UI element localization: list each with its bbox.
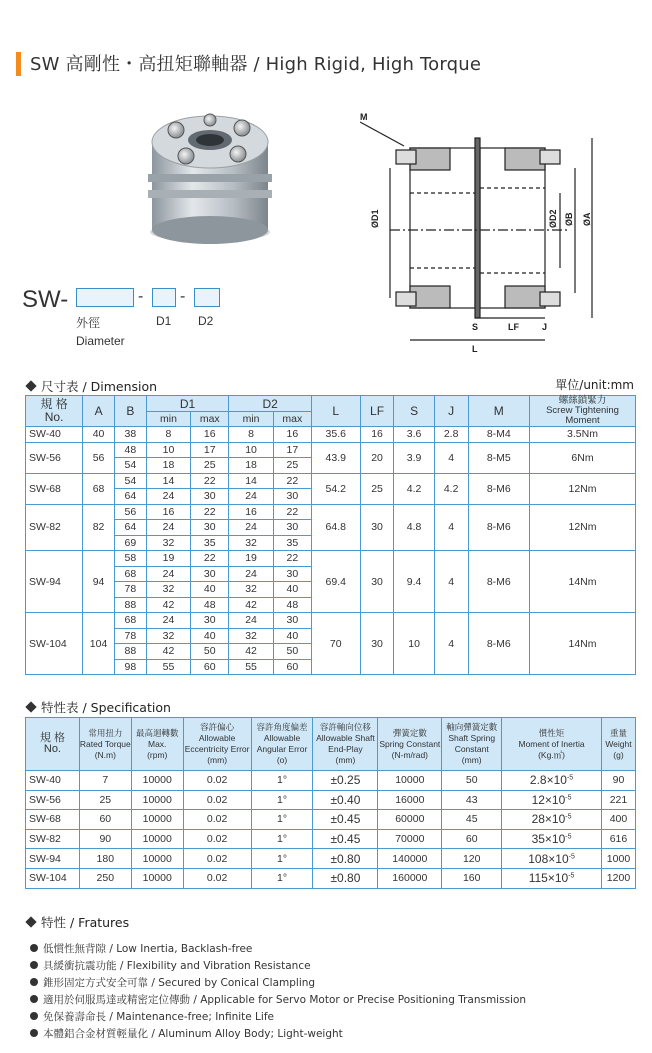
j-cell: 4.2 bbox=[434, 473, 468, 504]
d1-max-cell: 22 bbox=[191, 504, 229, 520]
j-cell: 4 bbox=[434, 504, 468, 551]
l-cell: 70 bbox=[311, 613, 360, 675]
model-cell: SW-40 bbox=[26, 427, 83, 443]
spring-constant-cell: 10000 bbox=[378, 771, 442, 791]
model-cell: SW-68 bbox=[26, 810, 80, 830]
feature-item: 本體鋁合金材質輕量化 / Aluminum Alloy Body; Light-weight bbox=[30, 1026, 343, 1041]
weight-cell: 400 bbox=[601, 810, 635, 830]
d1-max-cell: 30 bbox=[191, 489, 229, 505]
svg-text:ØD2: ØD2 bbox=[548, 209, 558, 228]
b-cell: 56 bbox=[114, 504, 146, 520]
a-cell: 40 bbox=[83, 427, 115, 443]
d2-min-cell: 19 bbox=[229, 551, 273, 567]
d2-min-cell: 32 bbox=[229, 582, 273, 598]
d2-min-cell: 32 bbox=[229, 535, 273, 551]
l-cell: 69.4 bbox=[311, 551, 360, 613]
model-cell: SW-68 bbox=[26, 473, 83, 504]
d1-label: D1 bbox=[156, 314, 172, 328]
d2-max-cell: 30 bbox=[273, 489, 311, 505]
d1-max-cell: 35 bbox=[191, 535, 229, 551]
spec-header-cell: 容許角度偏差 Allowable Angular Error (o) bbox=[251, 718, 313, 771]
weight-cell: 221 bbox=[601, 790, 635, 810]
d1-max-cell: 16 bbox=[191, 427, 229, 443]
s-cell: 3.9 bbox=[394, 442, 434, 473]
m-cell: 8-M4 bbox=[468, 427, 529, 443]
lf-cell: 30 bbox=[360, 504, 394, 551]
model-cell: SW-82 bbox=[26, 829, 80, 849]
d1-max-cell: 22 bbox=[191, 551, 229, 567]
d2-min-cell: 42 bbox=[229, 597, 273, 613]
m-cell: 8-M6 bbox=[468, 473, 529, 504]
diamond-icon bbox=[25, 380, 36, 391]
dimension-table bbox=[25, 395, 636, 675]
d1-min-cell: 55 bbox=[146, 659, 190, 675]
header-m: M bbox=[468, 396, 529, 427]
model-cell: SW-104 bbox=[26, 868, 80, 888]
angular-error-cell: 1° bbox=[251, 771, 313, 791]
inertia-cell: $35\times 10^{-5}$ bbox=[502, 829, 602, 849]
inertia-cell: $2.8\times 10^{-5}$ bbox=[502, 771, 602, 791]
svg-text:L: L bbox=[472, 344, 478, 354]
m-cell: 8-M5 bbox=[468, 442, 529, 473]
l-cell: 43.9 bbox=[311, 442, 360, 473]
diameter-label-en: Diameter bbox=[76, 334, 125, 348]
shaft-spring-cell: 45 bbox=[442, 810, 502, 830]
d2-code-box bbox=[194, 288, 220, 307]
max-rpm-cell: 10000 bbox=[131, 790, 183, 810]
code-dash: - bbox=[138, 288, 144, 305]
svg-text:J: J bbox=[542, 322, 548, 332]
angular-error-cell: 1° bbox=[251, 810, 313, 830]
d2-max-cell: 22 bbox=[273, 473, 311, 489]
svg-text:LF: LF bbox=[508, 322, 519, 332]
model-cell: SW-56 bbox=[26, 790, 80, 810]
a-cell: 68 bbox=[83, 473, 115, 504]
header-d1-max: max bbox=[191, 412, 229, 427]
spec-header-cell: 常用扭力 Rated Torque (N.m) bbox=[79, 718, 131, 771]
table-row bbox=[26, 810, 636, 830]
d1-max-cell: 25 bbox=[191, 458, 229, 474]
header-d1-min: min bbox=[146, 412, 190, 427]
shaft-spring-cell: 60 bbox=[442, 829, 502, 849]
d1-min-cell: 42 bbox=[146, 644, 190, 660]
d1-min-cell: 24 bbox=[146, 520, 190, 536]
spec-header-cell: 容許軸向位移 Allowable Shaft End-Play (mm) bbox=[313, 718, 378, 771]
max-rpm-cell: 10000 bbox=[131, 868, 183, 888]
lf-cell: 16 bbox=[360, 427, 394, 443]
a-cell: 82 bbox=[83, 504, 115, 551]
bullet-icon bbox=[30, 995, 38, 1003]
lf-cell: 30 bbox=[360, 551, 394, 613]
model-prefix: SW- bbox=[22, 286, 69, 313]
s-cell: 9.4 bbox=[394, 551, 434, 613]
spec-header-cell: 軸向彈簧定數 Shaft Spring Constant (mm) bbox=[442, 718, 502, 771]
weight-cell: 616 bbox=[601, 829, 635, 849]
eccentricity-cell: 0.02 bbox=[183, 790, 251, 810]
l-cell: 64.8 bbox=[311, 504, 360, 551]
model-cell: SW-40 bbox=[26, 771, 80, 791]
d2-min-cell: 10 bbox=[229, 442, 273, 458]
d2-label: D2 bbox=[198, 314, 214, 328]
b-cell: 58 bbox=[114, 551, 146, 567]
spec-header-cell: 重量 Weight (g) bbox=[601, 718, 635, 771]
rated-torque-cell: 25 bbox=[79, 790, 131, 810]
d1-min-cell: 18 bbox=[146, 458, 190, 474]
d2-max-cell: 40 bbox=[273, 628, 311, 644]
feature-item: 低慣性無背隙 / Low Inertia, Backlash-free bbox=[30, 941, 252, 956]
svg-text:S: S bbox=[472, 322, 479, 332]
s-cell: 4.8 bbox=[394, 504, 434, 551]
angular-error-cell: 1° bbox=[251, 868, 313, 888]
s-cell: 4.2 bbox=[394, 473, 434, 504]
d2-min-cell: 24 bbox=[229, 520, 273, 536]
d1-max-cell: 30 bbox=[191, 566, 229, 582]
shaft-spring-cell: 43 bbox=[442, 790, 502, 810]
b-cell: 54 bbox=[114, 473, 146, 489]
end-play-cell: ±0.45 bbox=[313, 810, 378, 830]
features-heading: 特性 / Fratures bbox=[24, 913, 129, 931]
torque-cell: 14Nm bbox=[530, 613, 636, 675]
b-cell: 78 bbox=[114, 582, 146, 598]
coupling-photo bbox=[140, 100, 280, 250]
rated-torque-cell: 250 bbox=[79, 868, 131, 888]
lf-cell: 30 bbox=[360, 613, 394, 675]
max-rpm-cell: 10000 bbox=[131, 810, 183, 830]
m-cell: 8-M6 bbox=[468, 613, 529, 675]
max-rpm-cell: 10000 bbox=[131, 771, 183, 791]
torque-cell: 3.5Nm bbox=[530, 427, 636, 443]
b-cell: 78 bbox=[114, 628, 146, 644]
d2-min-cell: 32 bbox=[229, 628, 273, 644]
spring-constant-cell: 140000 bbox=[378, 849, 442, 869]
d1-min-cell: 24 bbox=[146, 613, 190, 629]
a-cell: 56 bbox=[83, 442, 115, 473]
rated-torque-cell: 60 bbox=[79, 810, 131, 830]
d2-min-cell: 14 bbox=[229, 473, 273, 489]
b-cell: 98 bbox=[114, 659, 146, 675]
table-row bbox=[26, 771, 636, 791]
table-row bbox=[26, 427, 636, 443]
d2-max-cell: 48 bbox=[273, 597, 311, 613]
table-row bbox=[26, 829, 636, 849]
d1-max-cell: 22 bbox=[191, 473, 229, 489]
feature-item: 免保養壽命長 / Maintenance-free; Infinite Life bbox=[30, 1009, 274, 1024]
d2-min-cell: 18 bbox=[229, 458, 273, 474]
d1-max-cell: 48 bbox=[191, 597, 229, 613]
d2-min-cell: 24 bbox=[229, 489, 273, 505]
table-row bbox=[26, 442, 636, 458]
b-cell: 54 bbox=[114, 458, 146, 474]
d1-max-cell: 60 bbox=[191, 659, 229, 675]
eccentricity-cell: 0.02 bbox=[183, 771, 251, 791]
d2-max-cell: 17 bbox=[273, 442, 311, 458]
b-cell: 64 bbox=[114, 489, 146, 505]
spring-constant-cell: 16000 bbox=[378, 790, 442, 810]
end-play-cell: ±0.45 bbox=[313, 829, 378, 849]
d1-min-cell: 42 bbox=[146, 597, 190, 613]
weight-cell: 90 bbox=[601, 771, 635, 791]
angular-error-cell: 1° bbox=[251, 790, 313, 810]
d2-max-cell: 60 bbox=[273, 659, 311, 675]
spec-header-cell: 容許偏心 Allowable Eccentricity Error (mm) bbox=[183, 718, 251, 771]
specification-table-body bbox=[26, 771, 636, 889]
d2-min-cell: 42 bbox=[229, 644, 273, 660]
feature-item: 錐形固定方式安全可靠 / Secured by Conical Clampling bbox=[30, 975, 315, 990]
b-cell: 38 bbox=[114, 427, 146, 443]
table-row bbox=[26, 473, 636, 489]
spec-header-cell: 規 格 No. bbox=[26, 718, 80, 771]
svg-text:ØB: ØB bbox=[564, 212, 574, 226]
header-l: L bbox=[311, 396, 360, 427]
code-dash: - bbox=[180, 288, 186, 305]
inertia-cell: $28\times 10^{-5}$ bbox=[502, 810, 602, 830]
torque-cell: 6Nm bbox=[530, 442, 636, 473]
s-cell: 10 bbox=[394, 613, 434, 675]
spec-header-cell: 最高迴轉數 Max. (rpm) bbox=[131, 718, 183, 771]
d2-min-cell: 16 bbox=[229, 504, 273, 520]
table-row bbox=[26, 849, 636, 869]
d2-min-cell: 24 bbox=[229, 613, 273, 629]
title-accent-bar bbox=[16, 52, 21, 76]
d2-max-cell: 22 bbox=[273, 504, 311, 520]
spec-header-cell: 慣性矩 Moment of Inertia (Kg.㎡) bbox=[502, 718, 602, 771]
bullet-icon bbox=[30, 1029, 38, 1037]
d2-max-cell: 22 bbox=[273, 551, 311, 567]
table-row bbox=[26, 868, 636, 888]
inertia-cell: $12\times 10^{-5}$ bbox=[502, 790, 602, 810]
bullet-icon bbox=[30, 961, 38, 969]
d2-max-cell: 50 bbox=[273, 644, 311, 660]
d1-max-cell: 50 bbox=[191, 644, 229, 660]
d2-max-cell: 40 bbox=[273, 582, 311, 598]
d2-max-cell: 30 bbox=[273, 613, 311, 629]
end-play-cell: ±0.40 bbox=[313, 790, 378, 810]
diameter-code-box bbox=[76, 288, 134, 307]
header-torque: 螺絲鎖緊力 Screw Tightening Moment bbox=[530, 396, 636, 427]
b-cell: 69 bbox=[114, 535, 146, 551]
torque-cell: 12Nm bbox=[530, 473, 636, 504]
diamond-icon bbox=[25, 916, 36, 927]
model-cell: SW-104 bbox=[26, 613, 83, 675]
angular-error-cell: 1° bbox=[251, 829, 313, 849]
rated-torque-cell: 180 bbox=[79, 849, 131, 869]
weight-cell: 1200 bbox=[601, 868, 635, 888]
table-row bbox=[26, 504, 636, 520]
diamond-icon bbox=[25, 701, 36, 712]
b-cell: 48 bbox=[114, 442, 146, 458]
d2-min-cell: 24 bbox=[229, 566, 273, 582]
d1-max-cell: 30 bbox=[191, 613, 229, 629]
d2-max-cell: 25 bbox=[273, 458, 311, 474]
b-cell: 64 bbox=[114, 520, 146, 536]
torque-cell: 14Nm bbox=[530, 551, 636, 613]
d1-max-cell: 40 bbox=[191, 582, 229, 598]
shaft-spring-cell: 160 bbox=[442, 868, 502, 888]
d1-min-cell: 8 bbox=[146, 427, 190, 443]
d2-min-cell: 8 bbox=[229, 427, 273, 443]
lf-cell: 20 bbox=[360, 442, 394, 473]
bullet-icon bbox=[30, 978, 38, 986]
feature-item: 具緩衝抗震功能 / Flexibility and Vibration Resistance bbox=[30, 958, 311, 973]
table-row bbox=[26, 551, 636, 567]
model-cell: SW-82 bbox=[26, 504, 83, 551]
spec-header-cell: 彈簧定數 Spring Constant (N-m/rad) bbox=[378, 718, 442, 771]
angular-error-cell: 1° bbox=[251, 849, 313, 869]
d1-min-cell: 24 bbox=[146, 489, 190, 505]
unit-label: 單位/unit:mm bbox=[555, 378, 634, 392]
m-cell: 8-M6 bbox=[468, 551, 529, 613]
d2-max-cell: 35 bbox=[273, 535, 311, 551]
eccentricity-cell: 0.02 bbox=[183, 810, 251, 830]
d1-min-cell: 32 bbox=[146, 582, 190, 598]
svg-text:ØA: ØA bbox=[582, 212, 592, 226]
torque-cell: 12Nm bbox=[530, 504, 636, 551]
a-cell: 104 bbox=[83, 613, 115, 675]
max-rpm-cell: 10000 bbox=[131, 849, 183, 869]
technical-drawing bbox=[360, 108, 630, 358]
d2-max-cell: 16 bbox=[273, 427, 311, 443]
shaft-spring-cell: 120 bbox=[442, 849, 502, 869]
l-cell: 54.2 bbox=[311, 473, 360, 504]
specification-header-row bbox=[26, 718, 636, 771]
spring-constant-cell: 60000 bbox=[378, 810, 442, 830]
rated-torque-cell: 7 bbox=[79, 771, 131, 791]
l-cell: 35.6 bbox=[311, 427, 360, 443]
header-b: B bbox=[114, 396, 146, 427]
header-model: 規 格 No. bbox=[26, 396, 83, 427]
j-cell: 2.8 bbox=[434, 427, 468, 443]
spring-constant-cell: 70000 bbox=[378, 829, 442, 849]
b-cell: 68 bbox=[114, 566, 146, 582]
header-a: A bbox=[83, 396, 115, 427]
model-cell: SW-56 bbox=[26, 442, 83, 473]
rated-torque-cell: 90 bbox=[79, 829, 131, 849]
page-title: SW 高剛性・高扭矩聯軸器 / High Rigid, High Torque bbox=[30, 54, 482, 75]
header-d2-max: max bbox=[273, 412, 311, 427]
bullet-icon bbox=[30, 944, 38, 952]
d1-max-cell: 17 bbox=[191, 442, 229, 458]
header-s: S bbox=[394, 396, 434, 427]
b-cell: 88 bbox=[114, 644, 146, 660]
feature-item: 適用於伺服馬達或精密定位傳動 / Applicable for Servo Motor or Precise Positioning Transmission bbox=[30, 992, 526, 1007]
bullet-icon bbox=[30, 1012, 38, 1020]
specification-table bbox=[25, 717, 636, 889]
dimension-heading: 尺寸表 / Dimension bbox=[24, 377, 157, 395]
table-row bbox=[26, 613, 636, 629]
max-rpm-cell: 10000 bbox=[131, 829, 183, 849]
b-cell: 68 bbox=[114, 613, 146, 629]
weight-cell: 1000 bbox=[601, 849, 635, 869]
header-d1: D1 bbox=[146, 396, 229, 412]
svg-text:ØD1: ØD1 bbox=[370, 209, 380, 228]
lf-cell: 25 bbox=[360, 473, 394, 504]
j-cell: 4 bbox=[434, 613, 468, 675]
inertia-cell: $115\times 10^{-5}$ bbox=[502, 868, 602, 888]
d1-max-cell: 30 bbox=[191, 520, 229, 536]
header-d2-min: min bbox=[229, 412, 273, 427]
d1-min-cell: 32 bbox=[146, 535, 190, 551]
d1-min-cell: 16 bbox=[146, 504, 190, 520]
d1-min-cell: 14 bbox=[146, 473, 190, 489]
eccentricity-cell: 0.02 bbox=[183, 849, 251, 869]
end-play-cell: ±0.80 bbox=[313, 868, 378, 888]
spring-constant-cell: 160000 bbox=[378, 868, 442, 888]
end-play-cell: ±0.25 bbox=[313, 771, 378, 791]
d2-min-cell: 55 bbox=[229, 659, 273, 675]
d1-min-cell: 24 bbox=[146, 566, 190, 582]
diameter-label-zh: 外徑 bbox=[76, 316, 101, 330]
inertia-cell: $108\times 10^{-5}$ bbox=[502, 849, 602, 869]
shaft-spring-cell: 50 bbox=[442, 771, 502, 791]
a-cell: 94 bbox=[83, 551, 115, 613]
d1-code-box bbox=[152, 288, 176, 307]
header-d2: D2 bbox=[229, 396, 312, 412]
s-cell: 3.6 bbox=[394, 427, 434, 443]
j-cell: 4 bbox=[434, 551, 468, 613]
eccentricity-cell: 0.02 bbox=[183, 868, 251, 888]
end-play-cell: ±0.80 bbox=[313, 849, 378, 869]
header-lf: LF bbox=[360, 396, 394, 427]
dimension-table-body bbox=[26, 427, 636, 675]
d1-min-cell: 19 bbox=[146, 551, 190, 567]
b-cell: 88 bbox=[114, 597, 146, 613]
header-j: J bbox=[434, 396, 468, 427]
eccentricity-cell: 0.02 bbox=[183, 829, 251, 849]
table-row bbox=[26, 790, 636, 810]
d2-max-cell: 30 bbox=[273, 566, 311, 582]
specification-heading: 特性表 / Specification bbox=[24, 698, 171, 716]
m-cell: 8-M6 bbox=[468, 504, 529, 551]
d1-min-cell: 32 bbox=[146, 628, 190, 644]
j-cell: 4 bbox=[434, 442, 468, 473]
d1-max-cell: 40 bbox=[191, 628, 229, 644]
model-cell: SW-94 bbox=[26, 551, 83, 613]
model-cell: SW-94 bbox=[26, 849, 80, 869]
svg-text:M: M bbox=[360, 112, 368, 122]
d1-min-cell: 10 bbox=[146, 442, 190, 458]
d2-max-cell: 30 bbox=[273, 520, 311, 536]
